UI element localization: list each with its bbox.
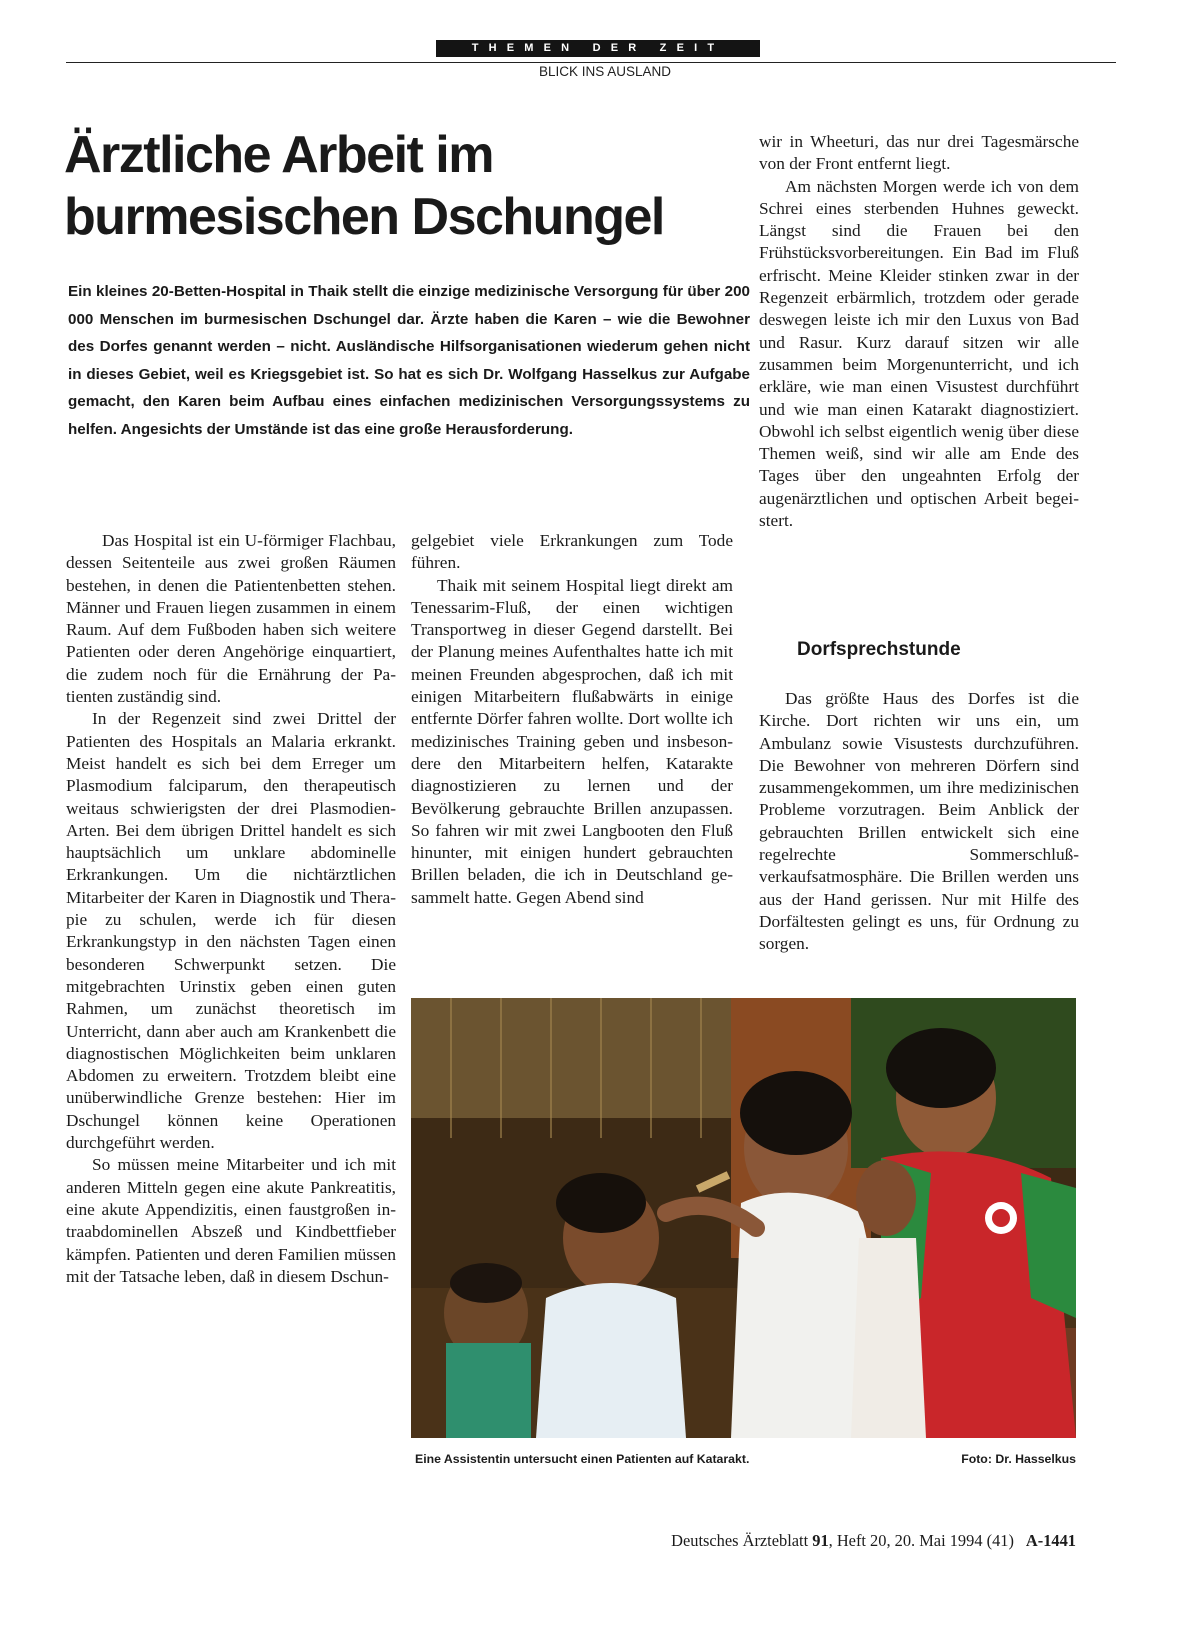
paragraph: Das größte Haus des Dorfes ist die Kirche. Dort richten wir uns ein, um Ambulanz sowie Visustests durchzuführen. Die Bewohner von mehreren Dörfern sind zusammengekommen, um ihre medizinischen Probleme vorzutragen. Beim Anblick der gebrauchten Brillen entwickelt sich eine regelrechte Sommerschlußverkaufsatmosphäre. Die Brillen werden uns aus der Hand gerissen. Nur mit Hilfe des Dorfältesten gelingt es uns, für Ordnung zu sorgen. — [759, 689, 1079, 954]
header-rule — [66, 62, 1116, 63]
paragraph: Thaik mit seinem Hospital liegt direkt am Tenessarim-Fluß, der einen wichtigen Transportweg in dieser Gegend darstellt. Bei der Planung meines Aufenthaltes hatte ich mit meinen Freunden abgesprochen, daß ich mit einigen Mitarbeitern flußabwärts in einige entfernte Dörfer fahren wollte. Dort wollte ich medizinisches Training geben und insbesondere den Mitarbeitern helfen, Katarakte diagnostizieren zu lernen und der Bevölkerung gebrauchte Brillen anzupassen. So fahren wir mit zwei Langbooten den Fluß hinunter, mit einigen hundert gebrauchten Brillen beladen, die ich in Deutschland gesammelt hatte. Gegen Abend sind — [411, 575, 733, 907]
section-kicker: BLICK INS AUSLAND — [538, 64, 672, 79]
article-lead: Ein kleines 20-Betten-Hospital in Thaik stellt die einzige medizinische Versorgung für über 200 000 Menschen im burmesischen Dschungel dar. Ärzte haben die Karen – wie die Bewohner des Dorfes genannt werden – nicht. Ausländische Hilfsorganisationen wiederum gehen nicht in dieses Gebiet, weil es Kriegsgebiet ist. So hat es sich Dr. Wolfgang Hasselkus zur Aufgabe gemacht, den Karen beim Aufbau eines einfachen medizinischen Versorgungssystems zu helfen. Angesichts der Umstände ist das eine große Herausforderung. — [68, 283, 750, 438]
photo-credit: Foto: Dr. Hasselkus — [961, 1452, 1076, 1466]
section-banner: THEMEN DER ZEIT — [436, 40, 760, 57]
article-photo — [411, 998, 1076, 1438]
paragraph: Das Hospital ist ein U-förmiger Flachbau, dessen Seitenteile aus zwei großen Räumen bestehen, in denen die Patientenbetten stehen. Männer und Frauen liegen zusammen in einem Raum. Auf dem Fußboden haben sich weitere Patienten oder deren Angehörige einquartiert, die zudem noch für die Ernährung der Patienten zuständig sind. — [66, 531, 396, 707]
page-number: A-1441 — [1025, 1531, 1076, 1550]
headline-line-1: Ärztliche Arbeit im — [64, 126, 493, 184]
body-column-2 — [411, 530, 733, 909]
body-column-3-bottom — [759, 688, 1079, 956]
paragraph: gelgebiet viele Erkrankungen zum Tode führen. — [411, 531, 733, 573]
body-column-3-top — [759, 131, 1079, 532]
page-footer — [671, 1531, 1076, 1551]
journal-name: Deutsches Ärzteblatt — [671, 1531, 813, 1550]
paragraph: Am nächsten Morgen werde ich von dem Schrei eines sterbenden Huhnes geweckt. Längst sind die Frauen bei den Frühstücksvorbereitungen. Ein Bad im Fluß erfrischt. Meine Kleider stinken zwar in der Regenzeit erbärmlich, trotzdem oder gerade deswegen leiste ich mir den Luxus von Bad und Rasur. Kurz darauf sitzen wir alle zusammen beim Morgenunterricht, und ich erkläre, wie man einen Visustest durchführt und wie man einen Katarakt diagnostiziert. Obwohl ich selbst eigentlich wenig über diese Themen weiß, sind wir alle am Ende des Tages über den ungeahnten Erfolg der augenärztlichen und optischen Arbeit begeistert. — [759, 176, 1079, 531]
section-subheading: Dorfsprechstunde — [797, 639, 961, 660]
volume-number: 91 — [812, 1531, 829, 1550]
photo-caption: Eine Assistentin untersucht einen Patienten auf Katarakt. — [415, 1452, 750, 1466]
photo-caption-row — [411, 1452, 1076, 1472]
headline-line-2: burmesischen Dschungel — [64, 188, 664, 246]
issue-info: , Heft 20, 20. Mai 1994 (41) — [828, 1531, 1014, 1550]
article-headline — [64, 124, 734, 248]
paragraph: So müssen meine Mitarbeiter und ich mit anderen Mitteln gegen eine akute Pankreatitis, eine akute Appendizitis, einen faustgroßen intraabdominellen Abszeß und Kindbettfieber kämpfen. Patienten und deren Familien müssen mit der Tatsache leben, daß in diesem Dschun- — [66, 1155, 396, 1286]
photo-illustration — [411, 998, 1076, 1438]
body-column-1 — [66, 530, 396, 1288]
paragraph: In der Regenzeit sind zwei Drittel der Patienten des Hospitals an Malaria erkrankt. Meist handelt es sich bei dem Erreger um Plasmodium falciparum, den therapeutisch weitaus schwierigsten der drei Plasmodien-Arten. Bei dem übrigen Drittel handelt es sich hauptsächlich um unklare abdominelle Erkrankungen. Um die nichtärztlichen Mitarbeiter der Karen in Diagnostik und Therapie zu schulen, werde ich für diesen Erkrankungstyp in den nächsten Tagen einen besonderen Schwerpunkt setzen. Die mitgebrachten Urinstix geben einen guten Rahmen, um zunächst theoretisch im Unterricht, dann aber auch am Krankenbett die diagnostischen Möglichkeiten beim unklaren Abdomen zu erweitern. Trotzdem bleibt eine unüberwindliche Grenze bestehen: Hier im Dschungel können keine Operationen durchgeführt werden. — [66, 709, 396, 1153]
paragraph: wir in Wheeturi, das nur drei Tagesmärsche von der Front entfernt liegt. — [759, 132, 1079, 174]
